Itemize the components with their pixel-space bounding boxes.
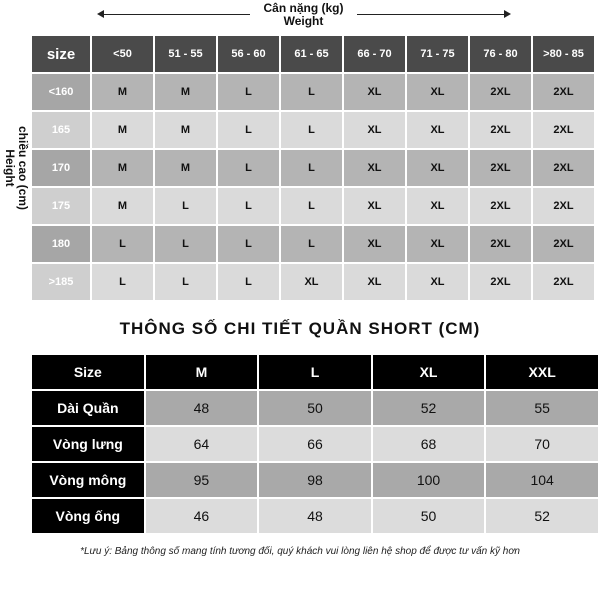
height-cell: 165 (32, 112, 90, 148)
size-cell: L (218, 226, 279, 262)
spec-header-cell: M (146, 355, 258, 389)
spec-header-cell: Size (32, 355, 144, 389)
size-cell: XL (407, 188, 468, 224)
size-cell: 2XL (470, 188, 531, 224)
size-cell: XL (344, 112, 405, 148)
spec-value-cell: 50 (259, 391, 371, 425)
size-chart-header-row (32, 36, 594, 72)
size-cell: M (155, 112, 216, 148)
spec-header-cell: L (259, 355, 371, 389)
size-cell: 2XL (533, 264, 594, 300)
size-cell: XL (281, 264, 342, 300)
disclaimer-note: *Lưu ý: Bảng thông số mang tính tương đối, quý khách vui lòng liên hệ shop để được tư vấn kỹ hơn (80, 546, 520, 557)
size-cell: L (281, 188, 342, 224)
weight-header-cell: 71 - 75 (407, 36, 468, 72)
height-label-en: Height (3, 149, 17, 187)
size-cell: M (155, 74, 216, 110)
weight-header-cell: >80 - 85 (533, 36, 594, 72)
size-cell: L (92, 264, 153, 300)
spec-value-cell: 70 (486, 427, 598, 461)
size-cell: M (155, 150, 216, 186)
size-cell: 2XL (533, 188, 594, 224)
spec-value-cell: 64 (146, 427, 258, 461)
weight-header-cell: 76 - 80 (470, 36, 531, 72)
weight-label-vi: Cân nặng (kg) (263, 1, 344, 15)
spec-value-cell: 48 (146, 391, 258, 425)
spec-value-cell: 55 (486, 391, 598, 425)
spec-value-cell: 104 (486, 463, 598, 497)
short-spec-title: THÔNG SỐ CHI TIẾT QUẦN SHORT (CM) (119, 319, 481, 338)
weight-header-cell: 66 - 70 (344, 36, 405, 72)
arrow-line-right (357, 14, 507, 15)
height-label-vi: chiều cao (cm) (16, 125, 30, 211)
weight-axis-header (95, 2, 515, 28)
spec-value-cell: 66 (259, 427, 371, 461)
size-cell: L (218, 188, 279, 224)
spec-header-cell: XXL (486, 355, 598, 389)
spec-row-label: Vòng mông (32, 463, 144, 497)
size-cell: L (281, 150, 342, 186)
weight-header-cell: 56 - 60 (218, 36, 279, 72)
size-cell: 2XL (533, 226, 594, 262)
weight-label-en: Weight (283, 14, 324, 28)
spec-row-label: Vòng ống (32, 499, 144, 533)
size-cell: XL (407, 74, 468, 110)
arrow-right-icon (504, 10, 511, 18)
size-chart-corner: size (32, 36, 90, 72)
spec-value-cell: 50 (373, 499, 485, 533)
size-chart-row (32, 188, 594, 224)
size-cell: XL (344, 188, 405, 224)
size-cell: 2XL (470, 264, 531, 300)
size-cell: L (218, 74, 279, 110)
height-cell: 170 (32, 150, 90, 186)
size-cell: XL (407, 226, 468, 262)
size-chart-row (32, 74, 594, 110)
spec-row-label: Dài Quần (32, 391, 144, 425)
height-cell: 180 (32, 226, 90, 262)
size-cell: XL (344, 264, 405, 300)
height-cell: >185 (32, 264, 90, 300)
size-cell: M (92, 112, 153, 148)
size-cell: 2XL (470, 112, 531, 148)
spec-row (32, 427, 598, 461)
spec-value-cell: 52 (373, 391, 485, 425)
weight-header-cell: <50 (92, 36, 153, 72)
spec-header-cell: XL (373, 355, 485, 389)
size-cell: L (281, 74, 342, 110)
size-chart-row (32, 264, 594, 300)
size-cell: XL (344, 74, 405, 110)
spec-value-cell: 52 (486, 499, 598, 533)
weight-header-cell: 61 - 65 (281, 36, 342, 72)
spec-value-cell: 98 (259, 463, 371, 497)
spec-row-label: Vòng lưng (32, 427, 144, 461)
spec-header-row (32, 355, 598, 389)
height-axis-label (3, 103, 29, 233)
size-cell: L (281, 112, 342, 148)
spec-row (32, 499, 598, 533)
spec-value-cell: 95 (146, 463, 258, 497)
size-chart-row (32, 150, 594, 186)
spec-value-cell: 100 (373, 463, 485, 497)
size-chart-row (32, 226, 594, 262)
size-cell: 2XL (470, 74, 531, 110)
size-chart-row (32, 112, 594, 148)
spec-value-cell: 68 (373, 427, 485, 461)
size-cell: L (155, 264, 216, 300)
size-cell: 2XL (533, 150, 594, 186)
height-cell: 175 (32, 188, 90, 224)
size-cell: L (92, 226, 153, 262)
size-cell: M (92, 150, 153, 186)
size-cell: 2XL (533, 74, 594, 110)
size-cell: XL (344, 226, 405, 262)
size-cell: L (218, 112, 279, 148)
spec-row (32, 463, 598, 497)
weight-axis-label (250, 2, 357, 28)
spec-value-cell: 46 (146, 499, 258, 533)
size-cell: L (155, 226, 216, 262)
size-cell: 2XL (470, 226, 531, 262)
size-cell: L (218, 264, 279, 300)
size-cell: 2XL (533, 112, 594, 148)
arrow-line-left (100, 14, 250, 15)
spec-value-cell: 48 (259, 499, 371, 533)
height-cell: <160 (32, 74, 90, 110)
size-cell: L (155, 188, 216, 224)
spec-row (32, 391, 598, 425)
size-cell: M (92, 74, 153, 110)
size-cell: XL (407, 264, 468, 300)
size-cell: XL (344, 150, 405, 186)
size-cell: XL (407, 112, 468, 148)
size-chart-table (30, 34, 596, 302)
size-cell: L (281, 226, 342, 262)
short-spec-table (30, 353, 600, 535)
size-cell: XL (407, 150, 468, 186)
weight-header-cell: 51 - 55 (155, 36, 216, 72)
size-cell: L (218, 150, 279, 186)
size-cell: M (92, 188, 153, 224)
size-cell: 2XL (470, 150, 531, 186)
